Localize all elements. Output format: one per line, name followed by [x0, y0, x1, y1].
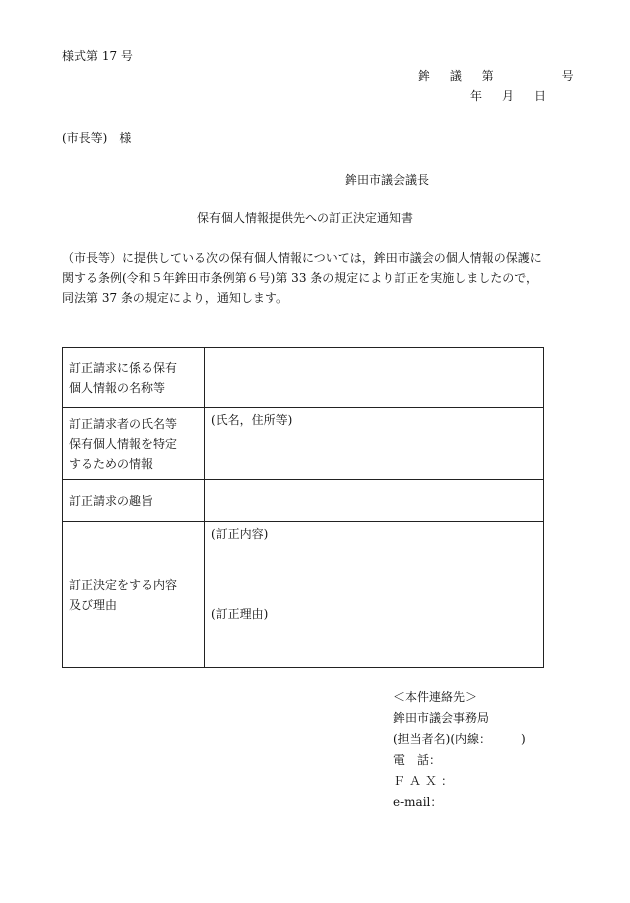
date-month: 月	[502, 89, 515, 103]
body-line: 同法第 37 条の規定により，通知します。	[62, 291, 288, 305]
contact-fax: ＦＡＸ：	[393, 774, 458, 788]
correction-info-table	[62, 347, 544, 668]
table-row	[63, 480, 544, 522]
document-number-prefix: 鉾 議 第	[418, 69, 502, 83]
recipient: (市長等) 様	[62, 131, 132, 145]
row-value-request-purpose	[205, 480, 544, 522]
date-day: 日	[534, 89, 547, 103]
body-text	[62, 248, 562, 308]
body-line: 関する条例(令和５年鉾田市条例第６号)第 33 条の規定により訂正を実施しましたので，	[62, 271, 539, 285]
correction-content-note: (訂正内容)	[211, 527, 269, 541]
requester-info-note: (氏名，住所等)	[211, 413, 293, 427]
document-number-suffix: 号	[561, 69, 574, 83]
document-number	[418, 70, 574, 84]
contact-office: 鉾田市議会事務局	[393, 711, 490, 725]
contact-person: (担当者名)(内線： )	[393, 732, 526, 746]
row-label-request-purpose: 訂正請求の趣旨	[63, 480, 205, 522]
table-row	[63, 522, 544, 668]
contact-block	[393, 687, 526, 813]
row-label-requester-info: 訂正請求者の氏名等 保有個人情報を特定 するための情報	[63, 408, 205, 480]
row-label-decision-content: 訂正決定をする内容 及び理由	[63, 522, 205, 668]
contact-phone: 電 話：	[393, 753, 442, 767]
table-row	[63, 348, 544, 408]
row-value-requester-info	[205, 408, 544, 480]
correction-reason-note: (訂正理由)	[211, 607, 269, 621]
table-row	[63, 408, 544, 480]
document-date	[470, 90, 546, 104]
body-line: （市長等）に提供している次の保有個人情報については，鉾田市議会の個人情報の保護に	[62, 251, 542, 265]
form-number: 様式第 17 号	[62, 49, 133, 63]
date-year: 年	[470, 89, 483, 103]
row-label-record-name: 訂正請求に係る保有 個人情報の名称等	[63, 348, 205, 408]
contact-email: e-mail：	[393, 795, 443, 809]
sender: 鉾田市議会議長	[345, 173, 430, 187]
row-value-record-name	[205, 348, 544, 408]
row-value-decision-content	[205, 522, 544, 668]
document-title: 保有個人情報提供先への訂正決定通知書	[197, 211, 414, 225]
contact-heading: ＜本件連絡先＞	[393, 690, 478, 704]
